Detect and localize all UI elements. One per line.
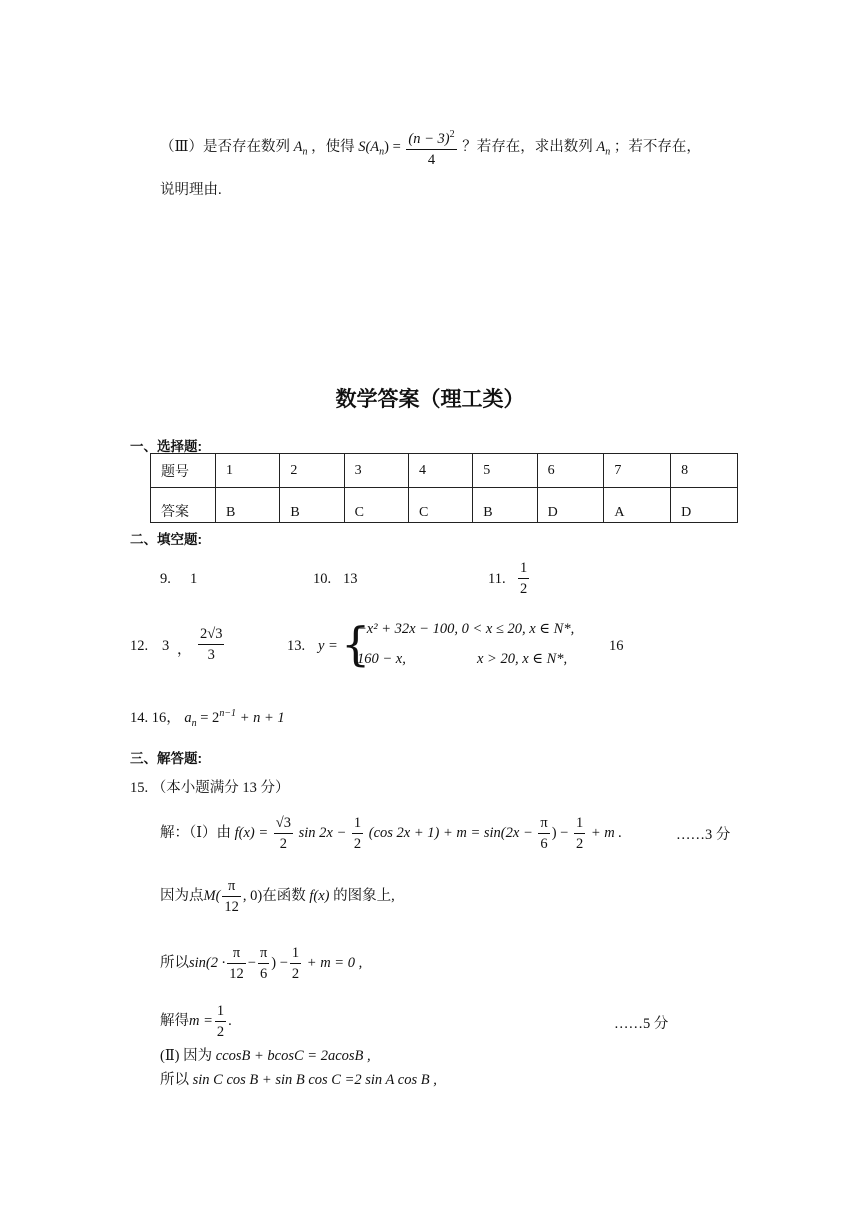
answer-label: 答案	[151, 488, 216, 523]
sol-prefix: 解：（Ⅰ）由	[160, 825, 231, 841]
point-prefix: 因为点	[160, 888, 204, 904]
q9-answer: 1	[190, 571, 198, 587]
part2-c: 所以	[160, 1072, 189, 1088]
q13-label: 13.	[287, 638, 306, 654]
table-cell-num: 6	[537, 454, 604, 488]
page-title: 数学答案（理工类）	[335, 388, 525, 411]
q14-sub: n	[191, 717, 197, 729]
frac-num: π	[538, 813, 549, 834]
table-row-numbers	[151, 454, 738, 488]
solve-period: .	[228, 1013, 232, 1029]
part2-a: (Ⅱ) 因为	[160, 1048, 213, 1064]
solve-m: m =	[189, 1013, 213, 1029]
so-end: + m = 0 ,	[306, 955, 363, 971]
s-open: S(A	[358, 138, 380, 155]
q13-case2-b: x > 20, x ∈ N*,	[477, 651, 568, 667]
left-brace-icon: {	[341, 617, 371, 671]
table-cell-num: 3	[344, 454, 408, 488]
q3-frac-den: 4	[427, 151, 436, 168]
solution-line-3	[160, 943, 362, 984]
seq-a: A	[293, 138, 303, 155]
q12-answer-a: 3	[162, 638, 170, 654]
frac-den: 12	[229, 966, 244, 983]
table-cell-num: 8	[671, 454, 738, 488]
table-cell-num: 2	[280, 454, 344, 488]
frac-pi-12-b	[227, 943, 246, 984]
table-cell-answer: A	[604, 488, 671, 523]
table-cell-answer: D	[537, 488, 604, 523]
so-minus: −	[247, 955, 256, 971]
frac-den: 6	[540, 836, 548, 853]
q14-eq: = 2	[196, 710, 220, 726]
q10-label: 10.	[313, 571, 332, 587]
q3-mid: ，使得	[311, 138, 355, 155]
q12-label: 12.	[130, 638, 149, 654]
question-3-line2: 说明理由.	[160, 182, 222, 198]
section-solve: 三、解答题:	[130, 751, 202, 766]
q13-y: y =	[318, 638, 338, 654]
solution-line-4	[160, 1001, 232, 1042]
sol-close: ) −	[551, 825, 569, 841]
q12-num: 2√3	[198, 624, 224, 645]
point-m: M(	[203, 888, 221, 904]
frac-num: √3	[274, 813, 293, 834]
q12-den: 3	[207, 647, 215, 663]
frac-den: 2	[216, 1024, 225, 1041]
sol-cos-part: (cos 2x + 1) + m = sin(2x −	[368, 825, 533, 841]
q12-answer-b	[196, 624, 226, 665]
frac-den: 2	[279, 836, 287, 853]
section-fill: 二、填空题:	[130, 532, 202, 547]
frac-den: 2	[291, 966, 300, 983]
q3-frac-num: (n − 3)	[408, 130, 450, 147]
score-3: ……3 分	[676, 827, 731, 843]
table-cell-num: 5	[473, 454, 537, 488]
point-fx: f(x)	[309, 888, 330, 904]
frac-1-2-b	[574, 813, 585, 854]
seq-sub: n	[302, 146, 308, 158]
table-cell-answer: B	[216, 488, 280, 523]
q3-prefix: （Ⅲ）是否存在数列	[160, 138, 290, 155]
q14-an: a	[184, 710, 192, 726]
q15-header: 15. （本小题满分 13 分）	[130, 780, 290, 796]
sol-plus-m: + m .	[590, 825, 622, 841]
frac-num: 1	[215, 1001, 226, 1022]
frac-den: 6	[259, 966, 268, 983]
q13-case1: −x² + 32x − 100, 0 < x ≤ 20, x ∈ N*,	[357, 621, 575, 637]
seq-sub-2: n	[605, 146, 611, 158]
frac-num: 1	[352, 813, 363, 834]
q9-label: 9.	[160, 571, 171, 587]
q11-label: 11.	[488, 571, 506, 587]
q14-line	[130, 706, 285, 729]
frac-sqrt3-2	[274, 813, 293, 854]
q3-suffix: ？若存在，求出数列	[462, 138, 593, 155]
table-cell-answer: B	[280, 488, 344, 523]
table-row-answers	[151, 488, 738, 523]
q3-suffix2: ；若不存在，	[613, 138, 701, 155]
frac-den: 12	[224, 899, 239, 916]
solution-line-1	[160, 813, 622, 854]
table-cell-num: 1	[216, 454, 280, 488]
q14-exp: n−1	[219, 708, 237, 720]
q3-frac-exp: 2	[449, 129, 455, 140]
frac-num: π	[222, 876, 241, 897]
q14-rest: + n + 1	[236, 710, 285, 726]
answer-table	[150, 453, 738, 523]
sol-sin2x: sin 2x −	[298, 825, 347, 841]
frac-den: 2	[353, 836, 362, 853]
table-cell-answer: B	[473, 488, 537, 523]
part2-d: sin C cos B + sin B cos C =2 sin A cos B ,	[192, 1072, 437, 1088]
q10-answer: 13	[343, 571, 358, 587]
frac-pi-6	[538, 813, 549, 854]
q14-label: 14. 16，	[130, 710, 181, 726]
seq-a-2: A	[596, 138, 606, 155]
q13-end: 16	[609, 638, 624, 654]
part2-line-1	[160, 1044, 371, 1065]
frac-1-2-d	[215, 1001, 226, 1042]
q11-den: 2	[520, 581, 528, 597]
frac-num: π	[258, 943, 269, 964]
s-sub: n	[379, 146, 385, 158]
table-cell-num: 7	[604, 454, 671, 488]
table-cell-answer: D	[671, 488, 738, 523]
point-close: , 0)	[242, 888, 263, 904]
sol-fx: f(x) =	[234, 825, 269, 841]
q11-num: 1	[518, 558, 529, 579]
so-prefix: 所以	[160, 955, 189, 971]
frac-1-2-c	[290, 943, 301, 984]
question-3-line	[160, 125, 701, 170]
frac-num: π	[227, 943, 246, 964]
table-cell-num: 4	[408, 454, 472, 488]
frac-pi-6-b	[258, 943, 269, 984]
frac-pi-12	[222, 876, 241, 917]
section-choice: 一、选择题:	[130, 439, 202, 454]
point-suffix: 的图象上,	[333, 888, 395, 904]
frac-num: 1	[574, 813, 585, 834]
q12-sep: ，	[177, 642, 192, 658]
frac-num: 1	[290, 943, 301, 964]
part2-b: ccosB + bcosC = 2acosB ,	[215, 1048, 371, 1064]
s-close: ) =	[384, 138, 401, 155]
part2-line-2	[160, 1068, 437, 1089]
solve-prefix: 解得	[160, 1013, 189, 1029]
score-5: ……5 分	[614, 1016, 669, 1032]
q11-answer	[516, 558, 531, 599]
solution-line-2	[160, 876, 395, 917]
table-cell-answer: C	[408, 488, 472, 523]
q13-case2-a: 160 − x,	[357, 651, 406, 667]
table-cell-answer: C	[344, 488, 408, 523]
header-label: 题号	[151, 454, 216, 488]
frac-den: 2	[575, 836, 584, 853]
q3-fraction	[406, 125, 456, 170]
so-close: ) −	[271, 955, 288, 971]
point-mid: 在函数	[262, 888, 306, 904]
frac-1-2	[352, 813, 363, 854]
so-sin: sin(2 ·	[189, 955, 226, 971]
